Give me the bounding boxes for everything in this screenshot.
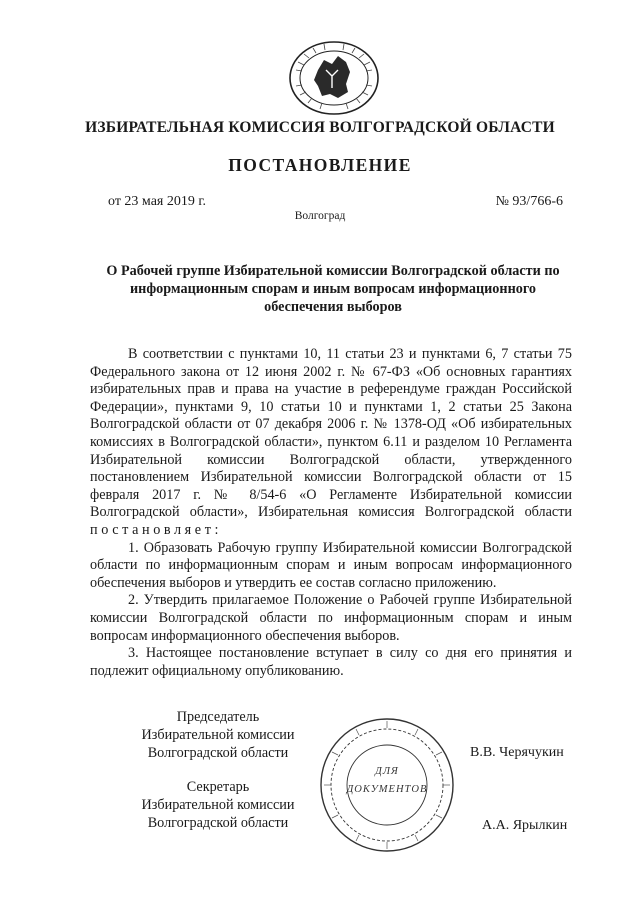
preamble-paragraph — [90, 346, 572, 540]
chair-title-block — [118, 708, 318, 762]
chair-title-line: Председатель — [176, 709, 260, 725]
secretary-title-line: Секретарь — [186, 779, 250, 795]
organization-title: ИЗБИРАТЕЛЬНАЯ КОМИССИЯ ВОЛГОГРАДСКОЙ ОБЛАСТИ — [85, 119, 555, 136]
secretary-title-line: Волгоградской области — [147, 815, 289, 831]
document-date: от 23 мая 2019 г. — [108, 194, 207, 209]
resolution-item: 3. Настоящее постановление вступает в силу со дня его принятия и подлежит официальному опубликованию. — [90, 645, 572, 679]
secretary-title-block — [118, 778, 318, 832]
chair-title-line: Волгоградской области — [147, 745, 289, 761]
document-subject: О Рабочей группе Избирательной комиссии Волгоградской области по информационным спорам и иным вопросам информационного обеспечения выборов — [106, 263, 560, 315]
document-body — [90, 346, 572, 680]
secretary-title-line: Избирательной комиссии — [141, 797, 295, 813]
document-number: № 93/766-6 — [495, 194, 563, 209]
resolution-item: 2. Утвердить прилагаемое Положение о Рабочей группе Избирательной комиссии Волгоградской области по информационным спорам и иным вопросам информационного обеспечения выборов. — [90, 592, 572, 644]
chair-name: В.В. Черячукин — [470, 745, 564, 760]
document-city: Волгоград — [294, 210, 346, 222]
official-stamp — [318, 716, 456, 854]
document-type-heading: ПОСТАНОВЛЕНИЕ — [228, 155, 412, 175]
resolves-word: постановляет: — [90, 521, 223, 538]
stamp-text-line: ДОКУМЕНТОВ — [346, 784, 428, 795]
stamp-text-line: ДЛЯ — [375, 766, 399, 777]
secretary-name: А.А. Ярылкин — [482, 818, 568, 833]
resolution-item: 1. Образовать Рабочую группу Избирательной комиссии Волгоградской области по информационным спорам и иным вопросам информационного обеспечения выборов и утвердить ее состав согласно приложению. — [90, 539, 572, 591]
chair-title-line: Избирательной комиссии — [141, 727, 295, 743]
preamble-text: В соответствии с пунктами 10, 11 статьи 23 и пунктами 6, 7 статьи 75 Федерального закона от 12 июня 2002 г. № 67-ФЗ «Об основных гарантиях избирательных прав и права на участие в референдуме граждан Российской Федерации», пунктами 9, 10 статьи 10 и пунктами 1, 2 статьи 25 Закона Волгоградской области от 07 декабря 2006 г. № 1378-ОД «Об избирательных комиссиях в Волгоградской области», пунктом 6.11 и разделом 10 Регламента Избирательной комиссии Волгоградской области, утвержденного постановлением Избирательной комиссии Волгоградской области от 15 февраля 2017 г. № 8/54-6 «О Регламенте Избирательной комиссии Волгоградской области», Избирательная комиссия Волгоградской области — [90, 346, 572, 521]
commission-emblem-icon — [288, 40, 380, 116]
